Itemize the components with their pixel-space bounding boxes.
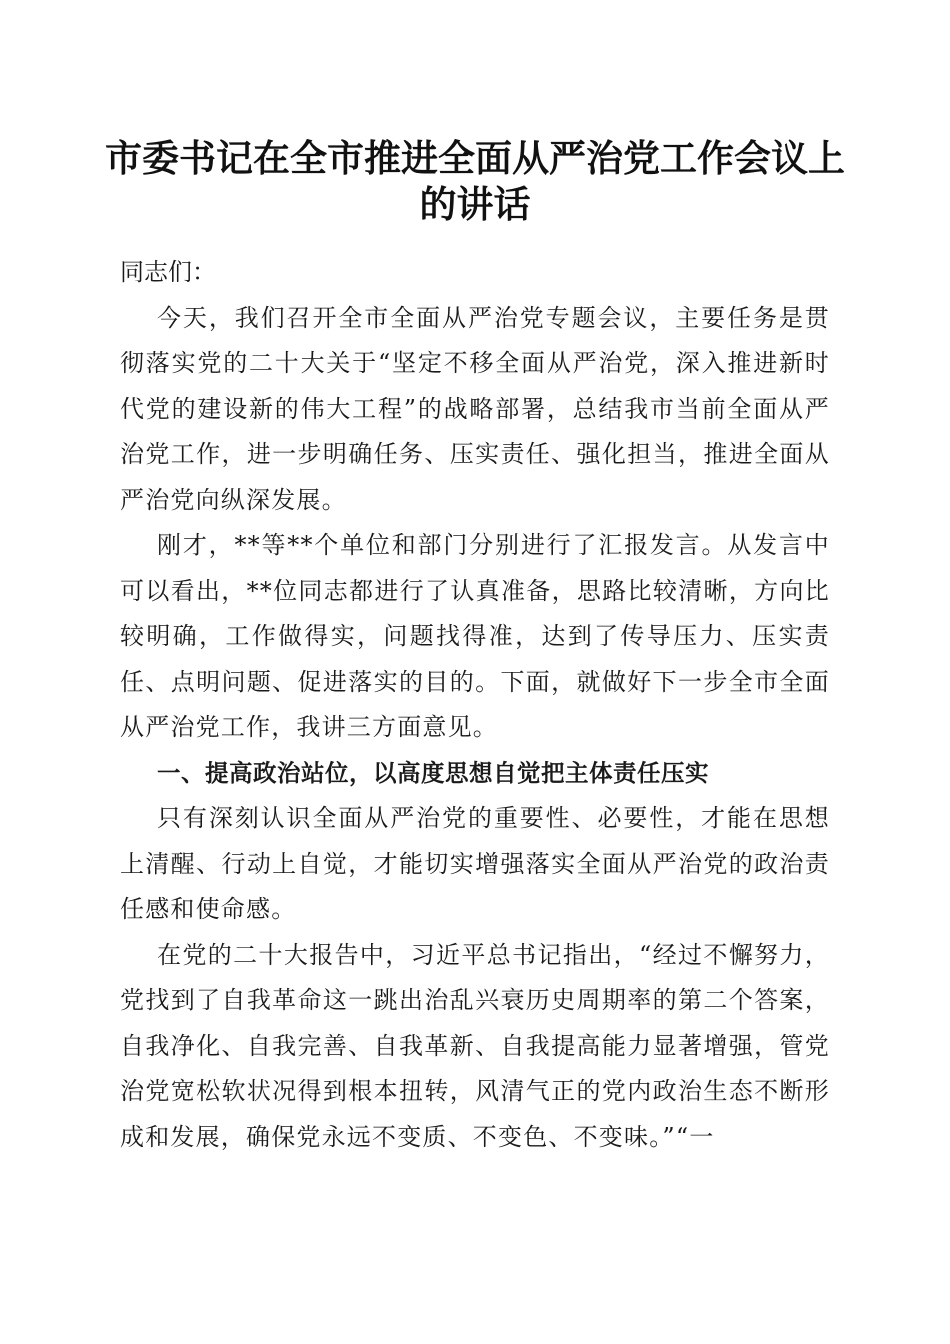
document-body bbox=[120, 250, 830, 1160]
paragraph-opening: 今天，我们召开全市全面从严治党专题会议，主要任务是贯彻落实党的二十大关于“坚定不移全面从严治党，深入推进新时代党的建设新的伟大工程”的战略部署，总结我市当前全面从严治党工作，进一步明确任务、压实责任、强化担当，推进全面从严治党向纵深发展。 bbox=[120, 303, 830, 514]
paragraph-reports: 刚才，**等**个单位和部门分别进行了汇报发言。从发言中可以看出，**位同志都进行了认真准备，思路比较清晰，方向比较明确，工作做得实，问题找得准，达到了传导压力、压实责任、点明问题、促进落实的目的。下面，就做好下一步全市全面从严治党工作，我讲三方面意见。 bbox=[120, 531, 830, 741]
section-paragraph: 只有深刻认识全面从严治党的重要性、必要性，才能在思想上清醒、行动上自觉，才能切实增强落实全面从严治党的政治责任感和使命感。 bbox=[120, 804, 830, 923]
section-paragraph: 在党的二十大报告中，习近平总书记指出，“经过不懈努力，党找到了自我革命这一跳出治乱兴衰历史周期率的第二个答案，自我净化、自我完善、自我革新、自我提高能力显著增强，管党治党宽松软状况得到根本扭转，风清气正的党内政治生态不断形成和发展，确保党永远不变质、不变色、不变味。”“一 bbox=[120, 940, 830, 1151]
document-title: 市委书记在全市推进全面从严治党工作会议上的讲话 bbox=[105, 136, 845, 226]
section-heading: 一、提高政治站位，以高度思想自觉把主体责任压实 bbox=[157, 758, 709, 787]
salutation: 同志们： bbox=[120, 258, 216, 286]
